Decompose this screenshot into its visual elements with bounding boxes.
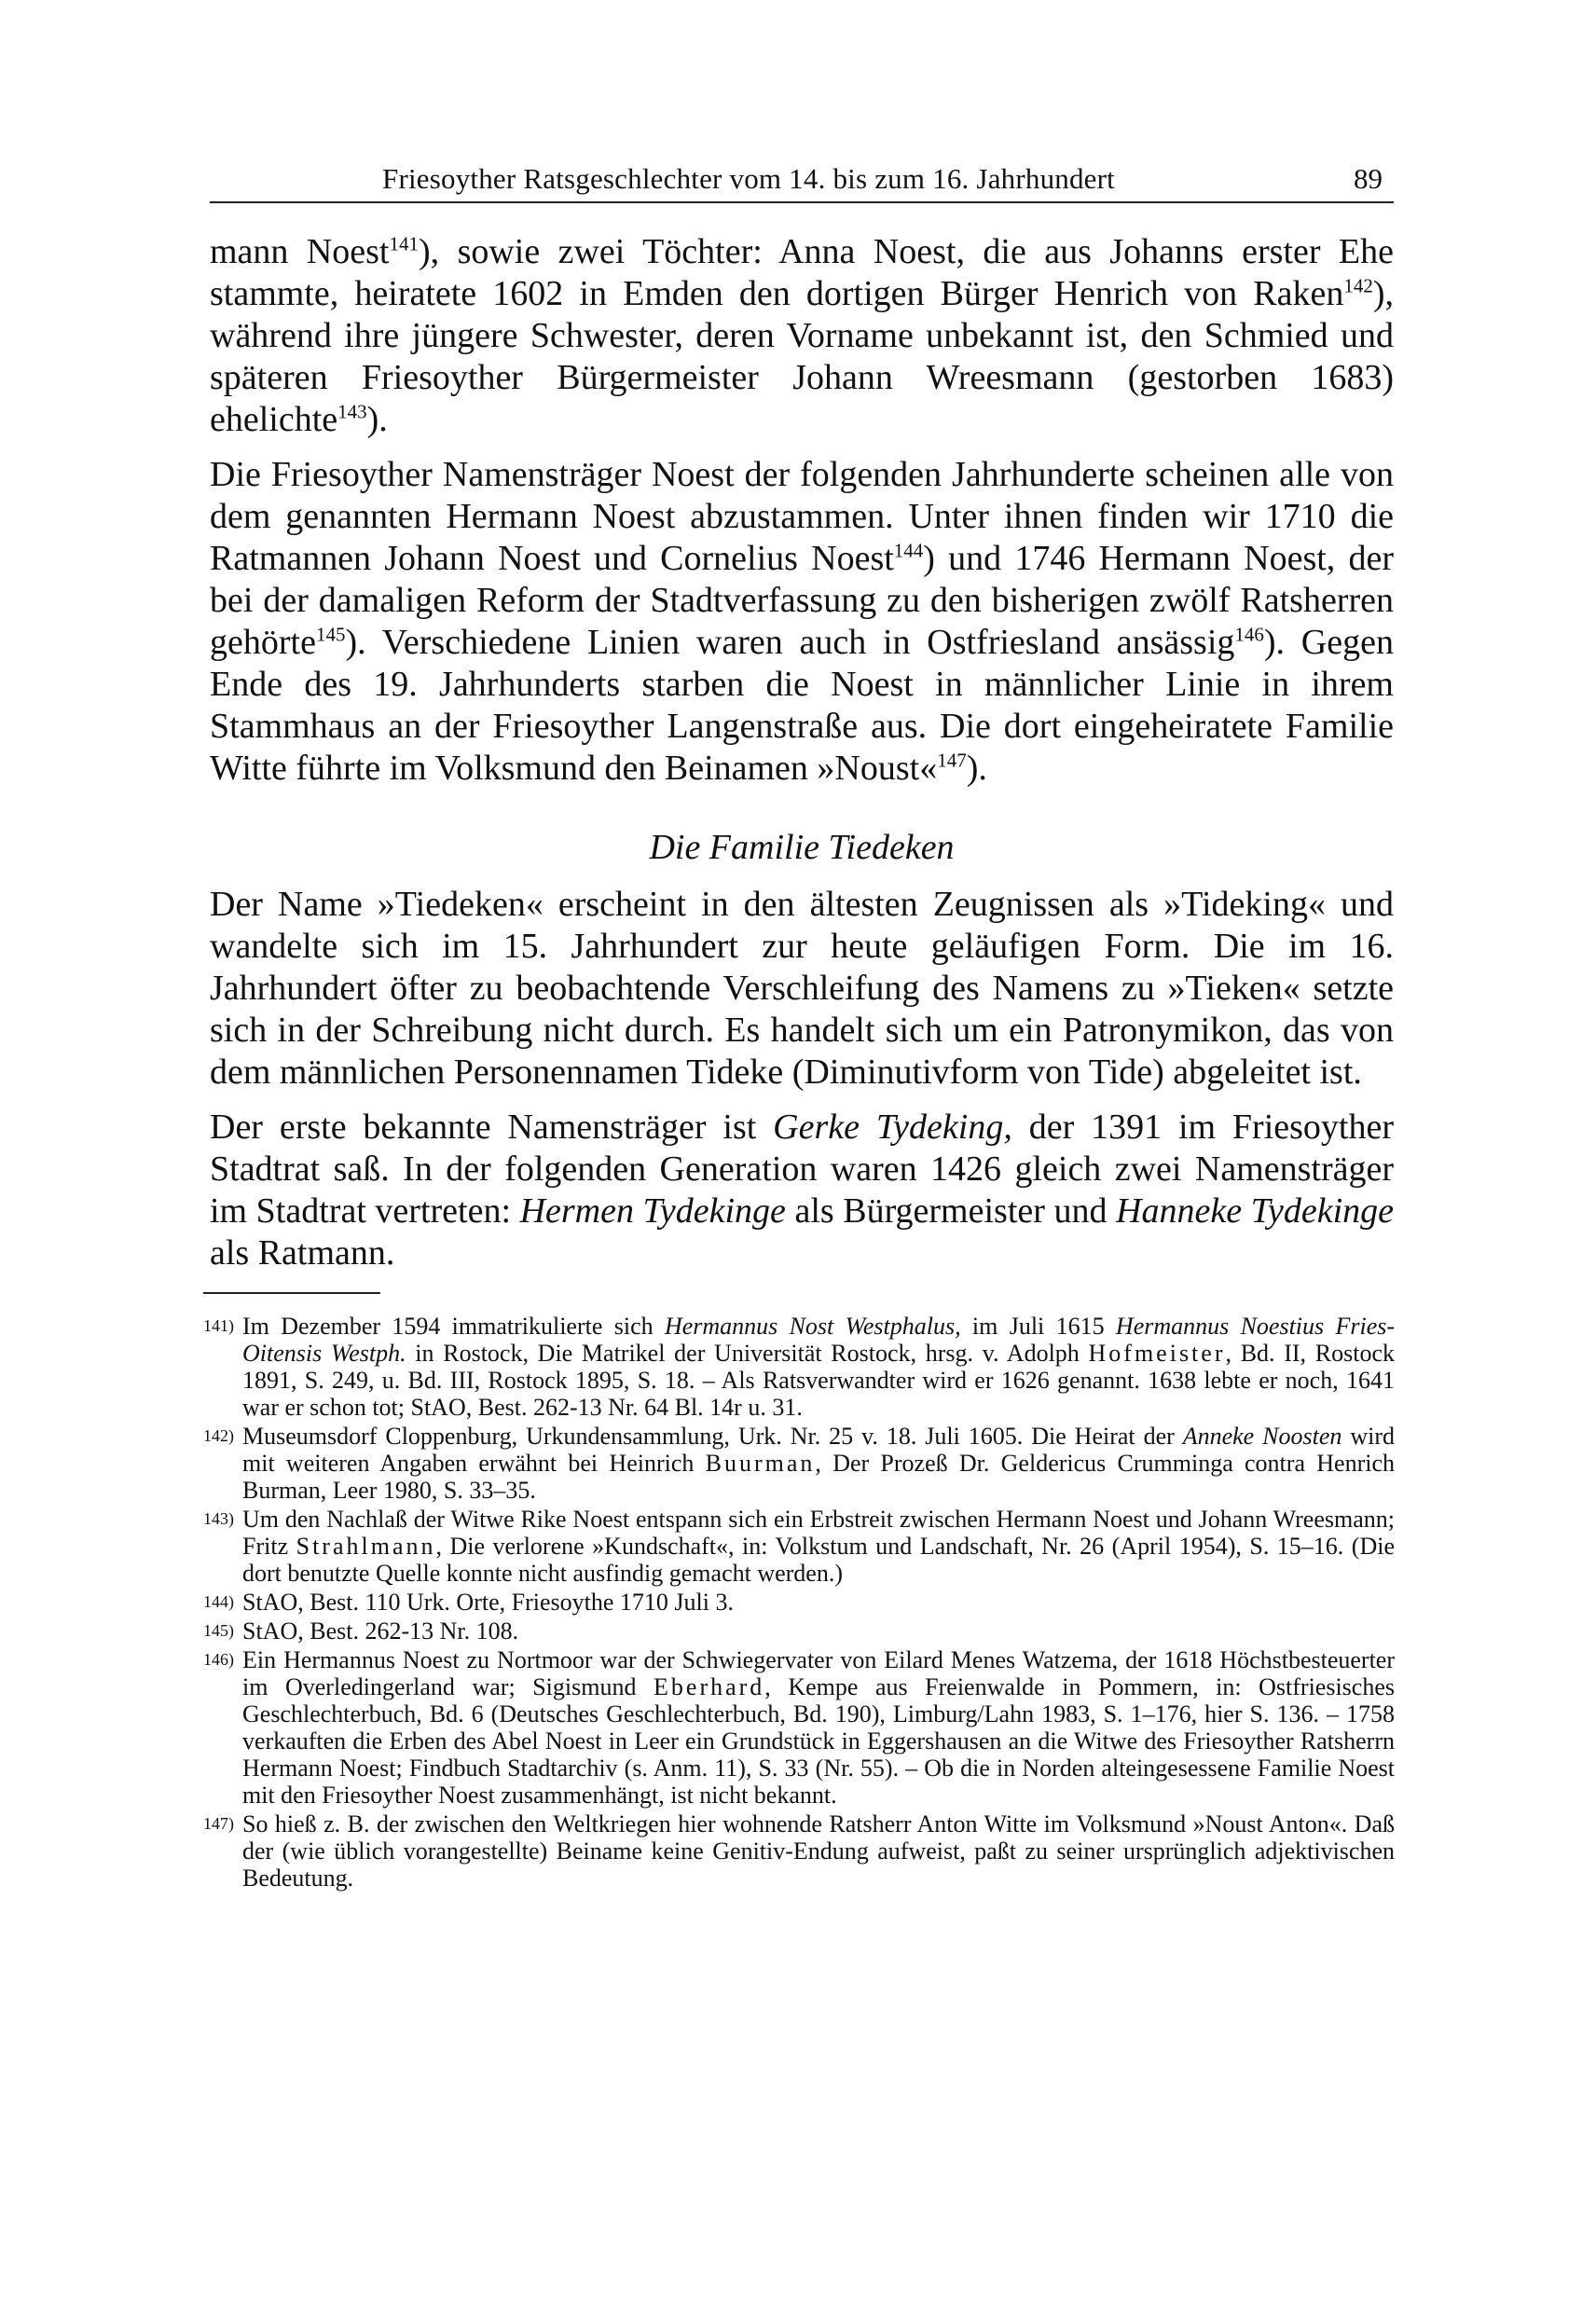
footnote-147 (203, 1810, 1395, 1892)
footnote-text: Museumsdorf Cloppenburg, Urkundensammlung, Urk. Nr. 25 v. 18. Juli 1605. Die Heirat der (242, 1423, 1183, 1450)
footnote-141 (203, 1313, 1395, 1421)
footnote-143 (203, 1506, 1395, 1587)
page-number: 89 (1354, 162, 1383, 195)
p4-text-c: als Bürgermeister und (785, 1191, 1117, 1231)
footnote-text: , Kempe aus Freienwalde in Pommern, in: Ostfriesisches Geschlechterbuch, Bd. 6 (Deutsches Geschlechterbuch, Bd. 190), Limburg/Lahn 1983, S. 1–176, hier S. 136. – 1758 verkauften die Erben des Abel Noest in Leer ein Grundstück in Eggershausen an die Witwe des Friesoyther Ratsherrn Hermann Noest; Findbuch Stadtarchiv (s. Anm. 11), S. 33 (Nr. 55). – Ob die in Norden alteingesessene Familie Noest mit den Friesoyther Noest zusammenhängt, ist nicht bekannt. (242, 1673, 1395, 1809)
footnote-text: wird mit weiteren Angaben erwähnt bei Heinrich (242, 1423, 1395, 1477)
main-text (210, 231, 1394, 1274)
running-title: Friesoyther Ratsgeschlechter vom 14. bis zum 16. Jahrhundert (382, 162, 1115, 195)
footnote-number-text: 141 (203, 1316, 228, 1335)
footnote-ref-142: 142 (1343, 274, 1373, 297)
section-heading: Die Familie Tiedeken (649, 828, 955, 867)
footnote-ref-143: 143 (337, 400, 367, 423)
footnotes (203, 1313, 1395, 1893)
footnote-text: in Rostock, Die Matrikel der Universität Rostock, hrsg. v. Adolph (406, 1340, 1089, 1367)
footnote-number: 141) (203, 1316, 234, 1335)
p4-name-1: Gerke Tydeking, (773, 1108, 1012, 1147)
paragraph-2 (210, 454, 1394, 790)
footnote-142 (203, 1423, 1395, 1504)
footnote-ref-146: 146 (1234, 623, 1264, 646)
p2-text-c: ). Verschiedene Linien waren auch in Ostfriesland ansässig (345, 623, 1235, 662)
footnote-ref-141: 141 (389, 232, 419, 255)
footnote-text: , Bd. II, Rostock 1891, S. 249, u. Bd. III, Rostock 1895, S. 18. – Als Ratsverwandter wird er 1626 genannt. 1638 lebte er noch, 1641 war er schon tot; StAO, Best. 262-13 Nr. 64 Bl. 14r u. 31. (242, 1340, 1395, 1421)
running-header (210, 157, 1394, 203)
footnote-text: Um den Nachlaß der Witwe Rike Noest entspann sich ein Erbstreit zwischen Hermann Noest und Johann Wreesmann; Fritz (242, 1506, 1395, 1560)
footnote-ref-145: 145 (315, 623, 346, 646)
footnote-number-text: 142 (203, 1426, 228, 1445)
footnote-separator (203, 1292, 380, 1294)
footnote-number: 143) (203, 1509, 234, 1528)
p2-text-a: Die Friesoyther Namensträger Noest der folgenden Jahrhunderte scheinen alle von dem genannten Hermann Noest abzustammen. Unter ihnen finden wir 1710 die Ratmannen Johann Noest und Cornelius Noest (210, 455, 1394, 578)
footnote-text: , Der Prozeß Dr. Geldericus Crumminga contra Henrich Burman, Leer 1980, S. 33–35. (242, 1450, 1395, 1504)
footnote-ref-144: 144 (893, 539, 924, 562)
p2-text-e: ). (966, 749, 987, 788)
paragraph-3: Der Name »Tiedeken« erscheint in den ältesten Zeugnissen als »Tideking« und wandelte sich im 15. Jahrhundert zur heute geläufigen Form. Die im 16. Jahrhundert öfter zu beobachtende Verschleifung des Namens zu »Tieken« setzte sich in der Schreibung nicht durch. Es handelt sich um ein Patronymikon, das von dem männlichen Personennamen Tideke (Diminutivform von Tide) abgeleitet ist. (210, 885, 1394, 1092)
footnote-author: Hofmeister (1088, 1340, 1226, 1367)
footnote-text: im Juli 1615 (960, 1313, 1116, 1340)
footnote-number: 145) (203, 1621, 234, 1640)
footnote-number-text: 145 (203, 1621, 228, 1640)
p2-text-d: ). Gegen Ende des 19. Jahrhunderts starben die Noest in männlicher Linie in ihrem Stammhaus an der Friesoyther Langenstraße aus. Die dort eingeheiratete Familie Witte führte im Volksmund den Beinamen »Noust« (210, 623, 1394, 788)
p4-text-b: der 1391 im Friesoyther Stadtrat saß. In der folgenden Generation waren 1426 gleich zwei Namensträger im Stadtrat vertreten: (210, 1108, 1394, 1231)
footnote-number: 147) (203, 1814, 234, 1833)
p1-text-d: ). (366, 400, 388, 439)
p2-text-b: ) und 1746 Hermann Noest, der bei der damaligen Reform der Stadtverfassung zu den bisherigen zwölf Ratsherren gehörte (210, 539, 1395, 662)
footnote-144 (203, 1589, 1395, 1616)
footnote-145 (203, 1617, 1395, 1645)
footnote-italic: Hermannus Noestius Fries-Oitensis Westph. (242, 1313, 1396, 1367)
footnote-number: 146) (203, 1650, 234, 1669)
footnote-number-text: 143 (203, 1509, 228, 1528)
footnote-number-text: 146 (203, 1650, 228, 1669)
p4-text-d: als Ratmann. (210, 1233, 395, 1273)
footnote-author: Strahlmann (296, 1533, 436, 1560)
footnote-ref-147: 147 (937, 749, 967, 772)
footnote-number: 144) (203, 1592, 234, 1611)
p4-name-3: Hanneke Tydekinge (1116, 1191, 1394, 1231)
footnote-146 (203, 1646, 1395, 1809)
footnote-number: 142) (203, 1426, 234, 1445)
p4-text-a: Der erste bekannte Namensträger ist (210, 1108, 774, 1147)
p1-text-a: mann Noest (210, 232, 390, 271)
p1-text-c: ), während ihre jüngere Schwester, deren Vorname unbekannt ist, den Schmied und späteren Friesoyther Bürgermeister Johann Wreesmann (gestorben 1683) ehelichte (210, 274, 1394, 439)
footnote-text: So hieß z. B. der zwischen den Weltkriegen hier wohnende Ratsherr Anton Witte im Volksmund »Noust Anton«. Daß der (wie üblich vorangestellte) Beiname keine Genitiv-Endung aufweist, paßt zu seiner ursprünglich adjektivischen Bedeutung. (242, 1810, 1395, 1892)
footnote-text: Ein Hermannus Noest zu Nortmoor war der Schwiegervater von Eilard Menes Watzema, der 1618 Höchstbesteuerter im Overledingerland war; Sigismund (242, 1646, 1395, 1700)
footnote-text: , Die verlorene »Kundschaft«, in: Volkstum und Landschaft, Nr. 26 (April 1954), S. 15–16. (Die dort benutzte Quelle konnte nicht ausfindig gemacht werden.) (242, 1533, 1396, 1587)
footnote-author: Buurman (705, 1450, 816, 1477)
paragraph-1 (210, 231, 1394, 441)
p1-text-b: ), sowie zwei Töchter: Anna Noest, die aus Johanns erster Ehe stammte, heiratete 1602 in Emden den dortigen Bürger Henrich von Raken (210, 232, 1395, 313)
footnote-text: StAO, Best. 110 Urk. Orte, Friesoythe 1710 Juli 3. (242, 1589, 734, 1616)
footnote-italic: Hermannus Nost Westphalus, (664, 1313, 961, 1340)
paragraph-4 (210, 1107, 1394, 1274)
footnote-text: Im Dezember 1594 immatrikulierte sich (242, 1313, 665, 1340)
footnote-italic: Anneke Noosten (1182, 1423, 1342, 1450)
footnote-author: Eberhard (654, 1673, 765, 1700)
footnote-number-text: 147 (203, 1814, 228, 1833)
p4-name-2: Hermen Tydekinge (519, 1191, 786, 1231)
footnote-text: StAO, Best. 262-13 Nr. 108. (242, 1617, 519, 1645)
footnote-number-text: 144 (203, 1592, 228, 1611)
